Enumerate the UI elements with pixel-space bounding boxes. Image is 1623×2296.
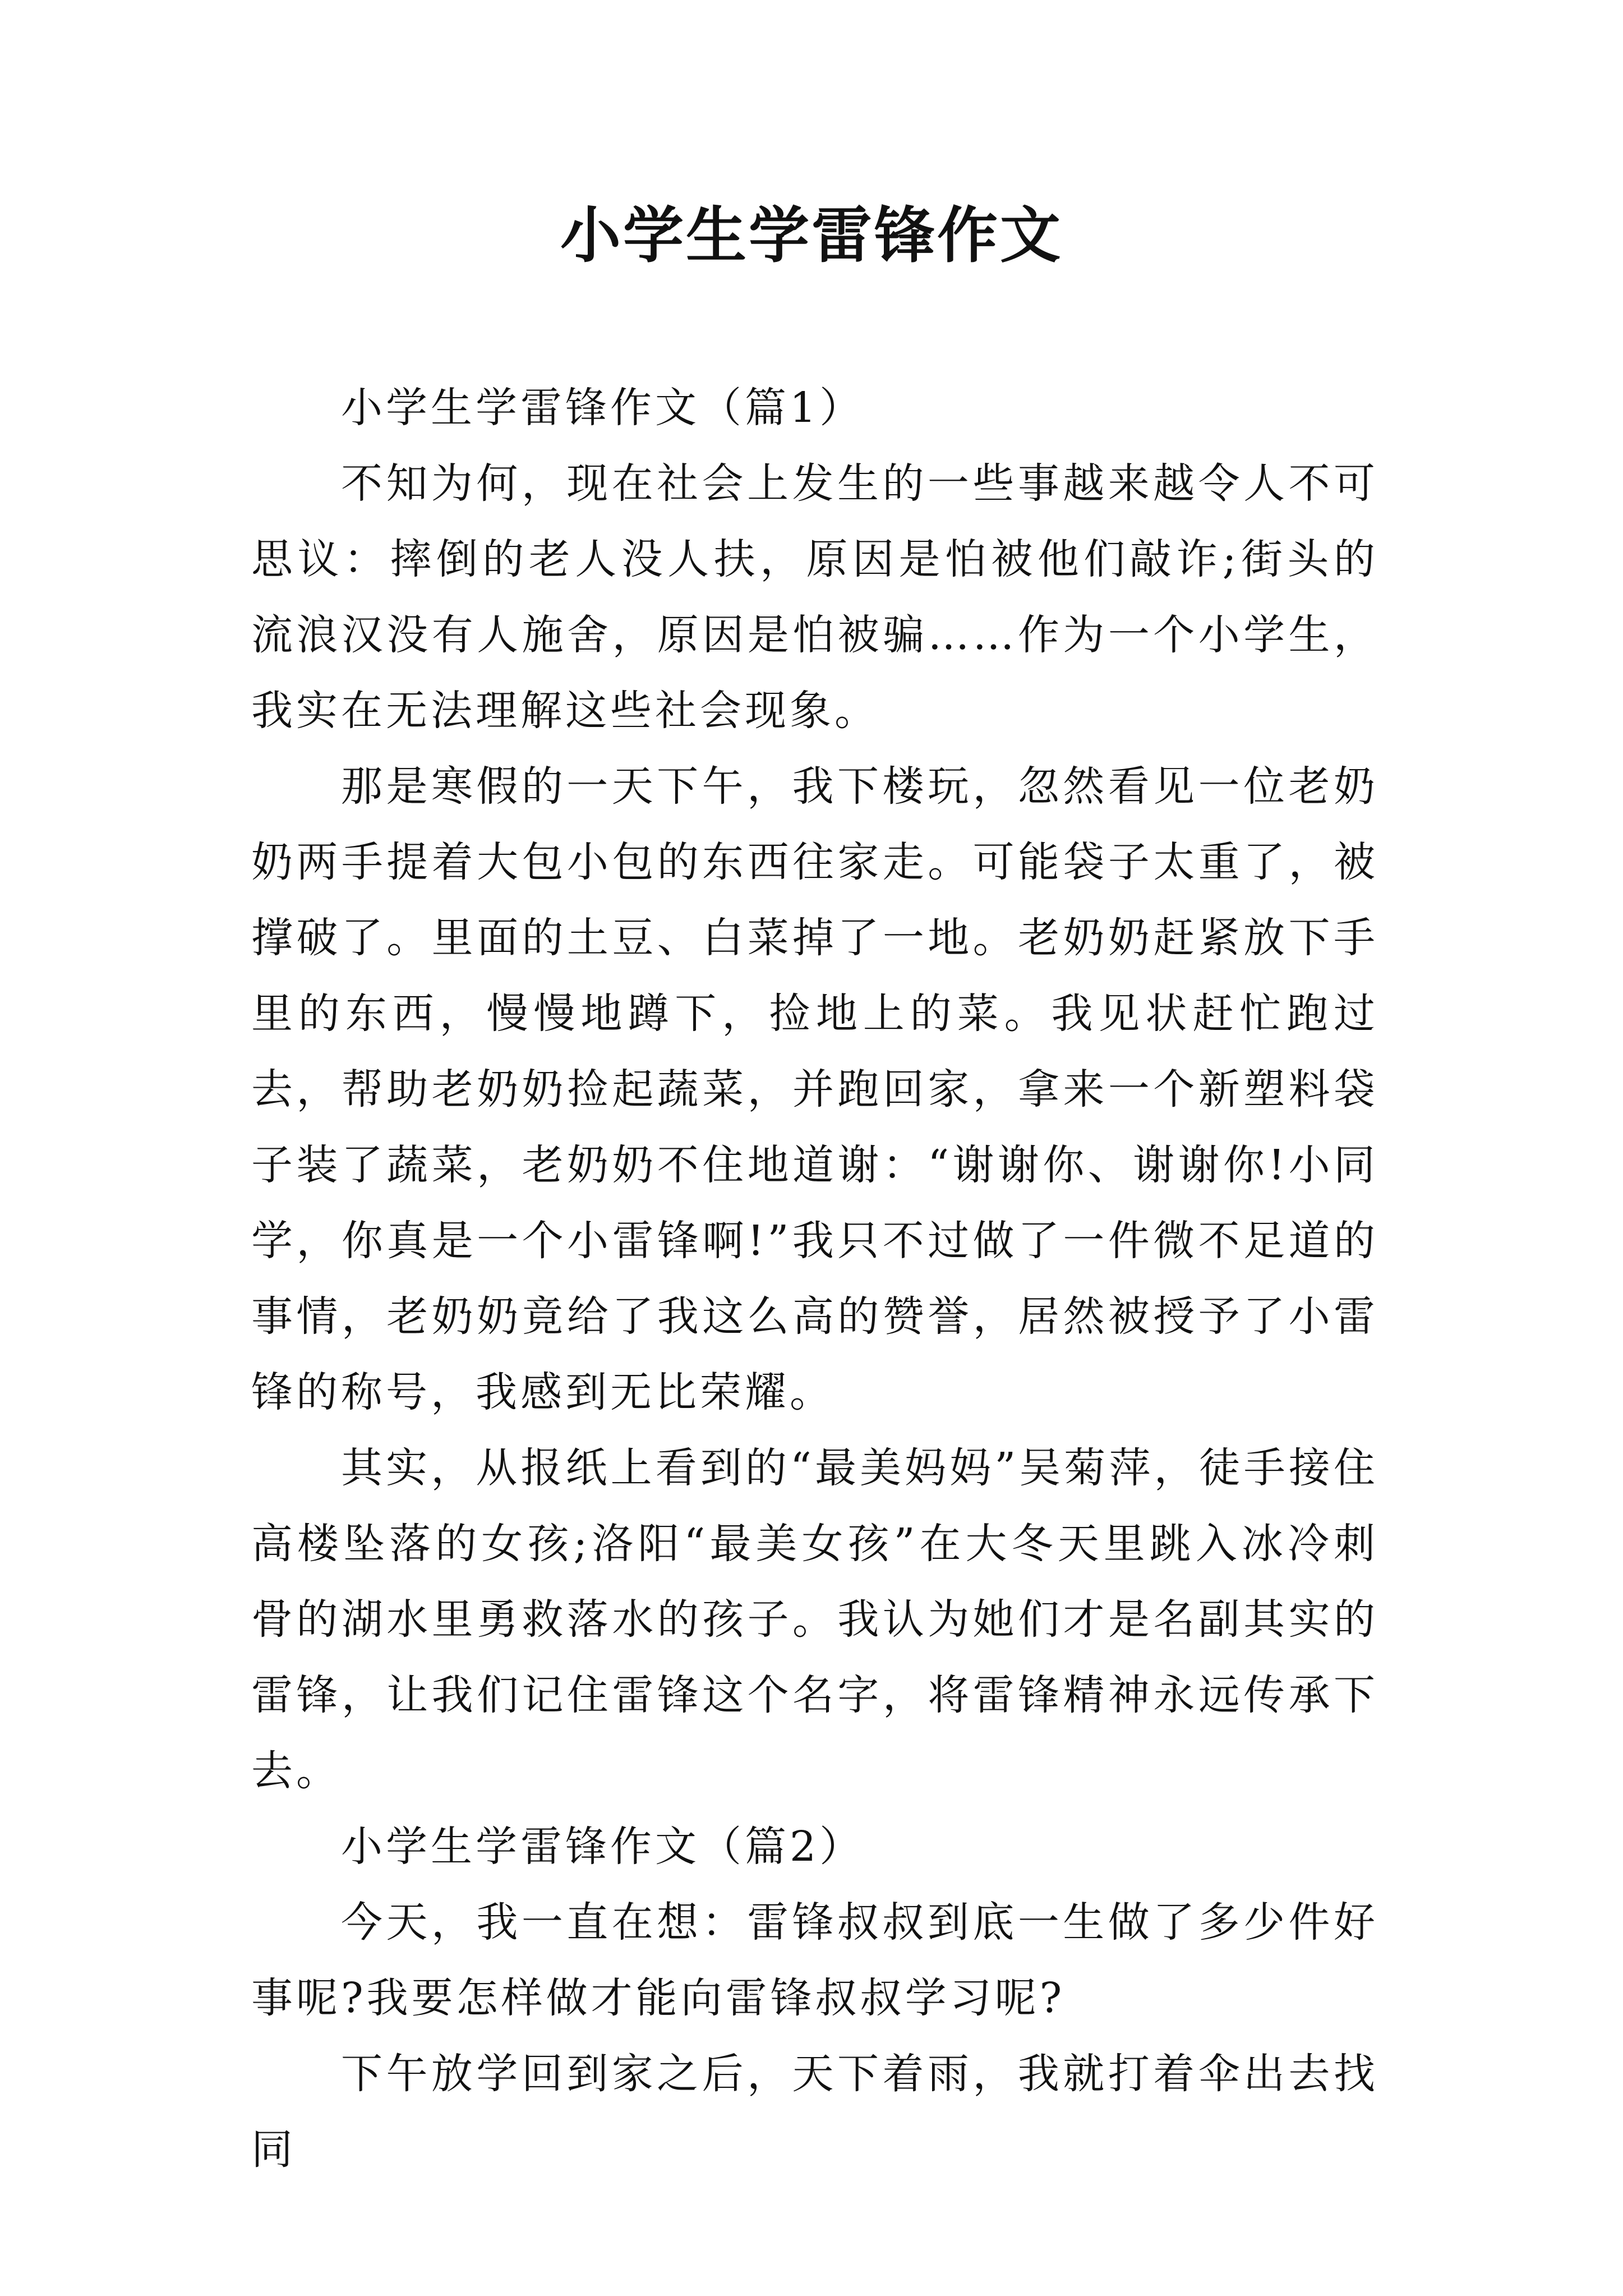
paragraph: 那是寒假的一天下午，我下楼玩，忽然看见一位老奶奶两手提着大包小包的东西往家走。可能袋子太重了，被撑破了。里面的土豆、白菜掉了一地。老奶奶赶紧放下手里的东西，慢慢地蹲下，捡地上的菜。我见状赶忙跑过去，帮助老奶奶捡起蔬菜，并跑回家，拿来一个新塑料袋子装了蔬菜，老奶奶不住地道谢：“谢谢你、谢谢你!小同学，你真是一个小雷锋啊!”我只不过做了一件微不足道的事情，老奶奶竟给了我这么高的赞誉，居然被授予了小雷锋的称号，我感到无比荣耀。 (251, 762, 1378, 1416)
document-title: 小学生学雷锋作文 (560, 200, 1063, 271)
section-heading-2: 小学生学雷锋作文（篇2） (341, 1823, 865, 1871)
paragraph: 下午放学回到家之后，天下着雨，我就打着伞出去找同 (251, 2050, 1378, 2174)
section-heading-1: 小学生学雷锋作文（篇1） (341, 384, 865, 432)
document-body (251, 370, 1378, 2188)
paragraph: 不知为何，现在社会上发生的一些事越来越令人不可思议：摔倒的老人没人扶，原因是怕被他们敲诈;街头的流浪汉没有人施舍，原因是怕被骗……作为一个小学生，我实在无法理解这些社会现象。 (251, 459, 1378, 735)
paragraph: 其实，从报纸上看到的“最美妈妈”吴菊萍，徒手接住高楼坠落的女孩;洛阳“最美女孩”在大冬天里跳入冰冷刺骨的湖水里勇救落水的孩子。我认为她们才是名副其实的雷锋，让我们记住雷锋这个名字，将雷锋精神永远传承下去。 (251, 1444, 1378, 1795)
paragraph: 今天，我一直在想：雷锋叔叔到底一生做了多少件好事呢?我要怎样做才能向雷锋叔叔学习呢? (251, 1898, 1378, 2022)
